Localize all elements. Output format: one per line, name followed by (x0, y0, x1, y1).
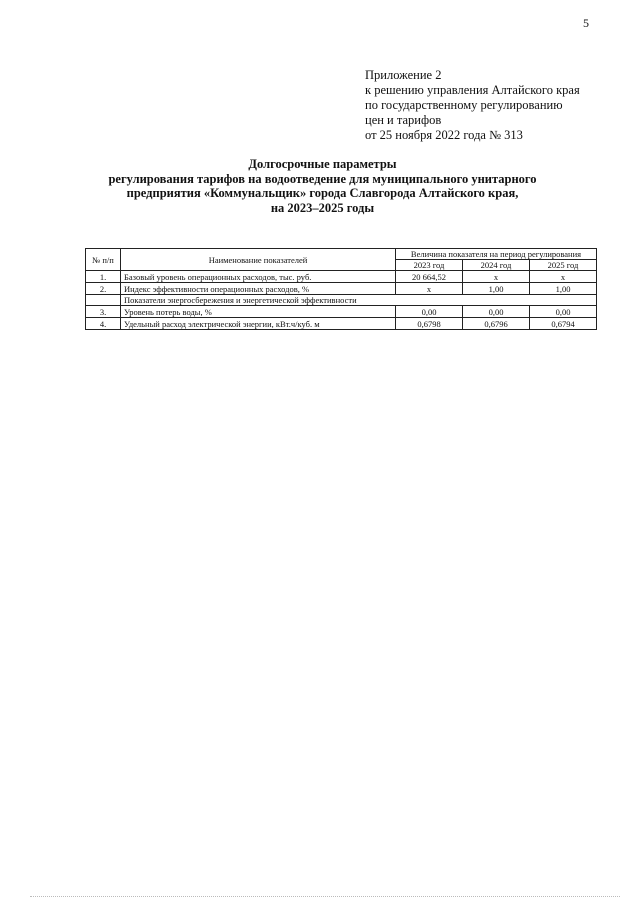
appendix-block (365, 68, 580, 143)
title-line: предприятия «Коммунальщик» города Славгорода Алтайского края, (126, 186, 519, 200)
title-line: Долгосрочные параметры (248, 157, 397, 171)
row-name: Базовый уровень операционных расходов, тыс. руб. (121, 271, 396, 283)
row-value: 0,00 (463, 306, 530, 318)
title-line: регулирования тарифов на водоотведение для муниципального унитарного (108, 171, 537, 186)
row-value: 20 664,52 (396, 271, 463, 283)
header-number: № п/п (86, 249, 121, 271)
table-row (86, 306, 597, 318)
row-name: Уровень потерь воды, % (121, 306, 396, 318)
header-year: 2025 год (530, 260, 597, 271)
header-year: 2024 год (463, 260, 530, 271)
row-value: х (530, 271, 597, 283)
row-name: Индекс эффективности операционных расходов, % (121, 283, 396, 295)
row-number: 2. (86, 283, 121, 295)
row-value: 0,00 (396, 306, 463, 318)
row-number: 1. (86, 271, 121, 283)
row-value: х (396, 283, 463, 295)
table-row (86, 283, 597, 295)
row-value: 0,00 (530, 306, 597, 318)
section-spacer (86, 295, 121, 306)
appendix-line: по государственному регулированию (365, 98, 563, 112)
row-value: 0,6798 (396, 318, 463, 330)
appendix-line: Приложение 2 (365, 68, 442, 82)
table-row (86, 318, 597, 330)
document-title (60, 157, 585, 215)
row-value: 0,6796 (463, 318, 530, 330)
row-value: 0,6794 (530, 318, 597, 330)
row-name: Удельный расход электрической энергии, кВт.ч/куб. м (121, 318, 396, 330)
row-number: 3. (86, 306, 121, 318)
section-label: Показатели энергосбережения и энергетической эффективности (121, 295, 597, 306)
header-indicator-name: Наименование показателей (121, 249, 396, 271)
row-number: 4. (86, 318, 121, 330)
scan-edge-line (30, 896, 620, 897)
row-value: х (463, 271, 530, 283)
page-number: 5 (583, 16, 589, 30)
header-value-group: Величина показателя на период регулирования (396, 249, 597, 260)
title-line: на 2023–2025 годы (270, 200, 375, 215)
appendix-line: цен и тарифов (365, 113, 442, 127)
table-header-row (86, 249, 597, 260)
parameters-table (85, 248, 597, 330)
row-value: 1,00 (530, 283, 597, 295)
table-section-row (86, 295, 597, 306)
header-year: 2023 год (396, 260, 463, 271)
row-value: 1,00 (463, 283, 530, 295)
table-row (86, 271, 597, 283)
appendix-line: к решению управления Алтайского края (365, 83, 580, 97)
appendix-line: от 25 ноября 2022 года № 313 (365, 128, 523, 142)
